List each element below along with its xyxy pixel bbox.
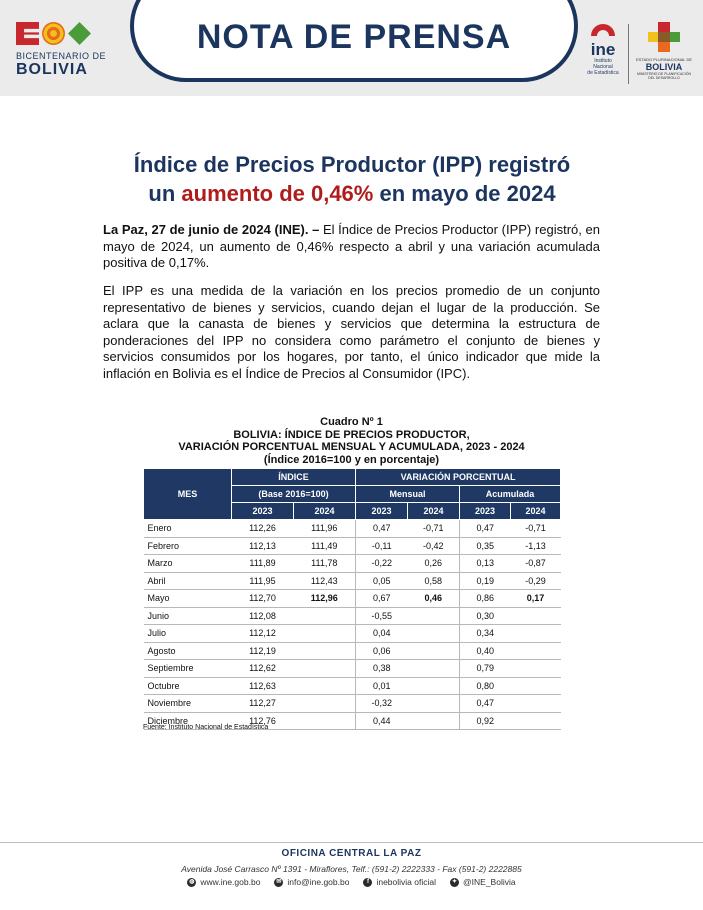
table-cell-month: Febrero <box>144 537 232 555</box>
table-cell-value: 112,62 <box>232 660 294 678</box>
table-cell-value: -0,32 <box>356 695 408 713</box>
ine-logo <box>584 18 622 76</box>
table-caption-units: (Índice 2016=100 y en porcentaje) <box>263 453 440 466</box>
ipp-table <box>143 468 560 730</box>
table-cell-value: -0,29 <box>511 572 561 590</box>
table-cell-value: 112,43 <box>294 572 356 590</box>
header-base: (Base 2016=100) <box>232 486 356 503</box>
table-cell-value: 0,80 <box>460 677 511 695</box>
table-cell-value: 112,12 <box>232 625 294 643</box>
table-cell-value: 0,46 <box>408 590 460 608</box>
table-cell-value: 0,79 <box>460 660 511 678</box>
footer-web[interactable] <box>187 877 260 887</box>
table-cell-value: 112,13 <box>232 537 294 555</box>
footer-facebook[interactable] <box>363 877 436 887</box>
bicentenario-emblem-red <box>16 22 39 45</box>
table-cell-value <box>294 660 356 678</box>
table-cell-value <box>294 712 356 730</box>
table-cell-value <box>511 695 561 713</box>
ministry-subtitle: ESTADO PLURINACIONAL DE <box>635 57 692 62</box>
facebook-icon: f <box>363 878 372 887</box>
globe-icon: ◍ <box>189 878 195 885</box>
table-row <box>144 607 561 625</box>
table-cell-value <box>511 677 561 695</box>
table-cell-value <box>408 712 460 730</box>
table-body <box>144 520 561 730</box>
table-cell-value: 0,01 <box>356 677 408 695</box>
bicentenario-emblem-spiral <box>42 22 65 45</box>
footer-email-text: info@ine.gob.bo <box>287 877 350 887</box>
table-cell-value <box>408 607 460 625</box>
intro-lead: La Paz, 27 de junio de 2024 (INE). – <box>103 222 320 237</box>
table-cell-value: -0,71 <box>408 520 460 538</box>
table-cell-value: -0,42 <box>408 537 460 555</box>
table-row <box>144 695 561 713</box>
table-row <box>144 660 561 678</box>
footer-facebook-text: inebolivia oficial <box>376 877 437 887</box>
table-cell-value: 0,44 <box>356 712 408 730</box>
header-divider <box>628 24 629 84</box>
footer-email[interactable] <box>274 877 349 887</box>
footer-contacts <box>0 877 703 887</box>
table-cell-value: 112,27 <box>232 695 294 713</box>
table-cell-value: 0,38 <box>356 660 408 678</box>
table-row <box>144 590 561 608</box>
table-cell-value: -1,13 <box>511 537 561 555</box>
header-indice: ÍNDICE <box>232 469 356 486</box>
table-cell-month: Abril <box>144 572 232 590</box>
header-year: 2023 <box>460 503 511 520</box>
table-cell-value <box>511 712 561 730</box>
table-cell-value: -0,55 <box>356 607 408 625</box>
table-cell-value: 0,35 <box>460 537 511 555</box>
table-cell-value <box>511 607 561 625</box>
press-banner-title: NOTA DE PRENSA <box>196 18 512 56</box>
title-line-2 <box>60 179 644 208</box>
table-cell-month: Agosto <box>144 642 232 660</box>
table-cell-value: 0,92 <box>460 712 511 730</box>
table-cell-value: 0,34 <box>460 625 511 643</box>
table-cell-value: 112,26 <box>232 520 294 538</box>
title-highlight: aumento de 0,46% <box>181 181 374 206</box>
header-year: 2024 <box>408 503 460 520</box>
table-cell-value <box>511 625 561 643</box>
ine-subtitle-2: de Estadística <box>587 70 619 76</box>
table-row <box>144 572 561 590</box>
table-caption-subtitle: VARIACIÓN PORCENTUAL MENSUAL Y ACUMULADA, 2023 - 2024 <box>178 441 525 453</box>
table-cell-value: 0,13 <box>460 555 511 573</box>
bicentenario-subtitle: BICENTENARIO DE <box>16 51 107 61</box>
table-cell-value <box>408 642 460 660</box>
table-cell-month: Junio <box>144 607 232 625</box>
table-cell-value: 112,63 <box>232 677 294 695</box>
table-cell-value: 0,40 <box>460 642 511 660</box>
bicentenario-emblem <box>16 22 114 45</box>
title-line-2-pre: un <box>148 181 182 206</box>
table-cell-value: 112,08 <box>232 607 294 625</box>
table-cell-month: Marzo <box>144 555 232 573</box>
table-cell-value: 0,30 <box>460 607 511 625</box>
table-cell-value <box>294 607 356 625</box>
table-cell-value: -0,22 <box>356 555 408 573</box>
table-cell-value: 0,47 <box>460 520 511 538</box>
bicentenario-main: BOLIVIA <box>16 61 88 78</box>
intro-paragraph <box>103 222 600 272</box>
table-cell-value <box>511 642 561 660</box>
table-row <box>144 677 561 695</box>
table-cell-value: 111,78 <box>294 555 356 573</box>
table-cell-value <box>408 660 460 678</box>
table-cell-value: 112,76 <box>232 712 294 730</box>
table-row <box>144 537 561 555</box>
twitter-icon: ✦ <box>452 878 458 885</box>
table-cell-value: 0,17 <box>511 590 561 608</box>
footer-twitter[interactable] <box>450 877 516 887</box>
footer-web-text: www.ine.gob.bo <box>200 877 261 887</box>
table-cell-value: 0,04 <box>356 625 408 643</box>
header-year: 2023 <box>232 503 294 520</box>
table-row <box>144 520 561 538</box>
table-cell-value: 0,05 <box>356 572 408 590</box>
footer-divider <box>0 842 703 843</box>
table-cell-value: 111,89 <box>232 555 294 573</box>
page-title <box>60 150 644 208</box>
bicentenario-emblem-green <box>68 22 91 45</box>
table-cell-value: 0,58 <box>408 572 460 590</box>
table-source: Fuente: Instituto Nacional de Estadística <box>143 724 269 731</box>
ministry-emblem-icon <box>644 22 684 52</box>
header-mes: MES <box>144 469 232 520</box>
table-cell-value: 111,95 <box>232 572 294 590</box>
header-year: 2023 <box>356 503 408 520</box>
table-cell-value <box>408 625 460 643</box>
intro-text: El Índice de Precios Productor (IPP) registró, en mayo de 2024, un aumento de 0,46% respecto a abril y una variación acumulada positiva de 0,17%. <box>103 222 600 270</box>
table-row <box>144 642 561 660</box>
bicentenario-logo <box>16 22 114 79</box>
table-cell-value: 0,47 <box>356 520 408 538</box>
table-cell-value <box>294 625 356 643</box>
footer-twitter-text: @INE_Bolivia <box>463 877 516 887</box>
table-cell-month: Septiembre <box>144 660 232 678</box>
ministry-main: BOLIVIA <box>645 62 683 72</box>
table-cell-value: -0,11 <box>356 537 408 555</box>
table-cell-value: 112,19 <box>232 642 294 660</box>
table-cell-value <box>294 677 356 695</box>
table-cell-value: 111,49 <box>294 537 356 555</box>
table-cell-value: 0,67 <box>356 590 408 608</box>
table-cell-value: -0,71 <box>511 520 561 538</box>
table-cell-value: -0,87 <box>511 555 561 573</box>
table-cell-month: Noviembre <box>144 695 232 713</box>
table-cell-value <box>294 642 356 660</box>
table-cell-month: Enero <box>144 520 232 538</box>
table-cell-value: 0,47 <box>460 695 511 713</box>
table-cell-value <box>408 695 460 713</box>
title-line-2-post: en mayo de 2024 <box>373 181 556 206</box>
email-icon: ✉ <box>276 878 282 885</box>
table-row <box>144 625 561 643</box>
table-cell-value <box>294 695 356 713</box>
table-cell-value: 0,86 <box>460 590 511 608</box>
footer-office: OFICINA CENTRAL LA PAZ <box>281 848 422 859</box>
header-year: 2024 <box>294 503 356 520</box>
table-cell-value: 0,06 <box>356 642 408 660</box>
table-cell-month: Mayo <box>144 590 232 608</box>
table-row <box>144 555 561 573</box>
header-acumulada: Acumulada <box>460 486 561 503</box>
title-line-1: Índice de Precios Productor (IPP) registró <box>133 152 571 177</box>
table-cell-month: Diciembre <box>144 712 232 730</box>
table-cell-month: Julio <box>144 625 232 643</box>
table-cell-month: Octubre <box>144 677 232 695</box>
ministry-foot: MINISTERIO DE PLANIFICACIÓN DEL DESARROLLO <box>636 72 692 80</box>
header-variacion: VARIACIÓN PORCENTUAL <box>356 469 561 486</box>
ine-emblem-icon <box>588 18 618 36</box>
table-caption-number: Cuadro Nº 1 <box>320 416 383 428</box>
table-cell-value: 0,19 <box>460 572 511 590</box>
table-cell-value <box>511 660 561 678</box>
footer-address: Avenida José Carrasco Nº 1391 - Miraflores, Telf.: (591-2) 2222333 - Fax (591-2) 2222885 <box>181 864 522 874</box>
table-cell-value: 0,26 <box>408 555 460 573</box>
ine-subtitle-1: Instituto Nacional <box>593 58 613 70</box>
table-caption-title: BOLIVIA: ÍNDICE DE PRECIOS PRODUCTOR, <box>233 428 470 441</box>
ipp-description-paragraph: El IPP es una medida de la variación en los precios promedio de un conjunto representativo de bienes y servicios, cuando dejan el lugar de la producción. Se aclara que la canasta de bienes y servicios que determina la estructura de ponderaciones del IPP no considera como parámetro el conjunto de bienes y servicios consumidos por los hogares, por tanto, el único indicador que mide la inflación en Bolivia es el Índice de Precios al Consumidor (IPC). <box>103 283 600 381</box>
table-cell-value: 111,96 <box>294 520 356 538</box>
ministry-logo <box>634 22 694 80</box>
header-mensual: Mensual <box>356 486 460 503</box>
table-caption <box>100 416 603 466</box>
header-year: 2024 <box>511 503 561 520</box>
table-cell-value: 112,96 <box>294 590 356 608</box>
table-cell-value <box>408 677 460 695</box>
ine-wordmark: ine <box>590 40 616 59</box>
table-cell-value: 112,70 <box>232 590 294 608</box>
